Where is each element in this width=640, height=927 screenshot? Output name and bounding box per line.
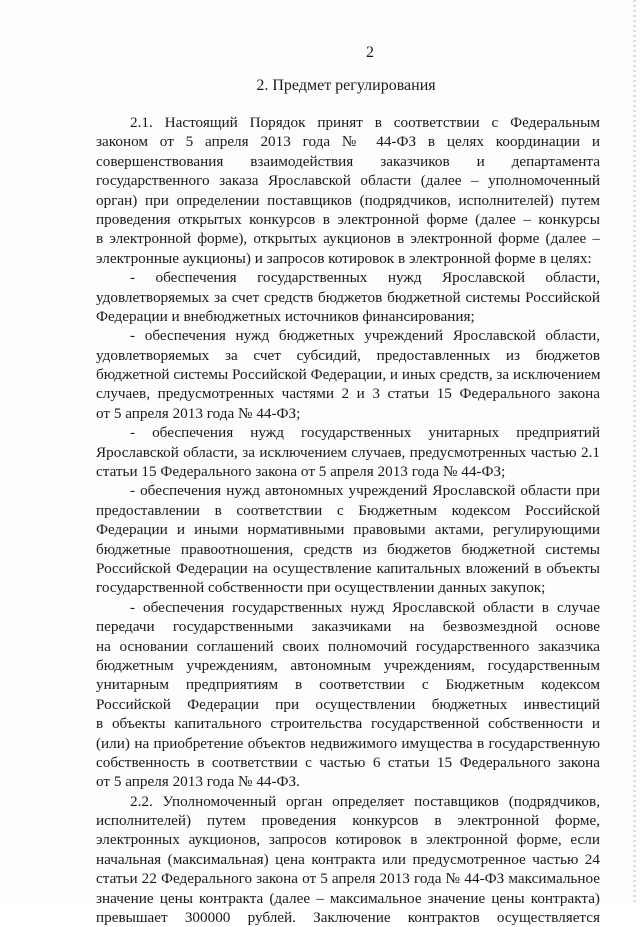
text-line: 2.1. Настоящий Порядок принят в соответствии с Федеральным — [130, 114, 600, 131]
text-line: проведения открытых конкурсов в электронной форме (далее – конкурсы — [96, 210, 600, 228]
text-line: превышает 300000 рублей. Заключение контрактов осуществляется — [96, 909, 600, 927]
text-line: передачи государственными заказчиками на безвозмездной основе — [96, 618, 600, 636]
text-line: собственность в соответствии с частью 6 статьи 15 Федерального закона — [96, 753, 600, 771]
text-line: случаев, предусмотренных частями 2 и 3 статьи 15 Федерального закона — [96, 385, 600, 403]
text-line: удовлетворяемых за счет средств бюджетов бюджетной системы Российской — [96, 288, 600, 306]
text-line: - обеспечения нужд бюджетных учреждений Ярославской области, — [130, 327, 600, 345]
text-line: бюджетной системы Российской Федерации, и иных средств, за исключением — [96, 366, 601, 384]
text-line: государственной собственности при осуществлении данных закупок; — [96, 579, 546, 597]
section-title: 2. Предмет регулирования — [256, 77, 436, 94]
text-line: - обеспечения нужд автономных учреждений Ярославской области при — [130, 482, 600, 500]
document-body — [96, 113, 600, 927]
page-number: 2 — [366, 44, 374, 61]
text-line: электронные аукционы) и запросов котировок в электронной форме в целях: — [96, 249, 592, 267]
text-line: предоставлении в соответствии с Бюджетным кодексом Российской — [96, 501, 600, 519]
text-line: статьи 22 Федерального закона от 5 апреля 2013 года № 44-ФЗ максимальное — [96, 870, 600, 888]
text-line: бюджетным учреждениям, автономным учреждениям, государственным — [96, 656, 600, 674]
text-line: Российской Федерации при осуществлении бюджетных инвестиций — [96, 695, 600, 713]
text-line: законом от 5 апреля 2013 года № 44-ФЗ в целях координации и — [96, 133, 600, 151]
text-line: удовлетворяемых за счет субсидий, предоставленных из бюджетов — [96, 346, 600, 364]
text-line: электронных аукционов, запросов котировок в электронной форме, если — [96, 831, 600, 849]
text-line: Российской Федерации на осуществление капитальных вложений в объекты — [96, 559, 600, 577]
text-line: 2.2. Уполномоченный орган определяет поставщиков (подрядчиков, — [130, 792, 600, 810]
text-line: значение цены контракта (далее – максимальное значение цены контракта) — [96, 889, 600, 907]
text-line: - обеспечения государственных нужд Ярославской области, — [130, 269, 600, 287]
text-line: орган) при определении поставщиков (подрядчиков, исполнителей) путем — [96, 191, 600, 209]
text-line: бюджетные правоотношения, средств из бюджетов бюджетной системы — [96, 540, 600, 558]
text-line: от 5 апреля 2013 года № 44-ФЗ. — [96, 773, 300, 791]
scan-edge-artifact — [633, 0, 636, 905]
text-line: начальная (максимальная) цена контракта или предусмотренное частью 24 — [96, 850, 600, 868]
text-line: на основании соглашений своих полномочий государственного заказчика — [96, 637, 600, 655]
text-line: исполнителей) путем проведения конкурсов в электронной форме, — [96, 812, 600, 830]
text-line: унитарным предприятиям в соответствии с Бюджетным кодексом — [96, 676, 600, 694]
text-line: - обеспечения государственных нужд Ярославской области в случае — [130, 598, 600, 616]
text-line: от 5 апреля 2013 года № 44-ФЗ; — [96, 404, 301, 422]
text-line: в электронной форме), открытых аукционов в электронной форме (далее – — [96, 230, 600, 248]
text-line: - обеспечения нужд государственных унитарных предприятий — [130, 424, 600, 442]
text-line: совершенствования взаимодействия заказчиков и департамента — [96, 152, 600, 170]
text-line: статьи 15 Федерального закона от 5 апреля 2013 года № 44-ФЗ; — [96, 463, 506, 481]
text-line: государственного заказа Ярославской области (далее – уполномоченный — [96, 172, 600, 190]
text-line: Федерации и иными нормативными правовыми актами, регулирующими — [96, 521, 600, 539]
text-line: в объекты капитального строительства государственной собственности и — [96, 715, 600, 733]
text-line: (или) на приобретение объектов недвижимого имущества в государственную — [96, 734, 600, 752]
text-line: Ярославской области, за исключением случаев, предусмотренных частью 2.1 — [96, 443, 600, 461]
text-line: Федерации и внебюджетных источников финансирования; — [96, 307, 475, 325]
